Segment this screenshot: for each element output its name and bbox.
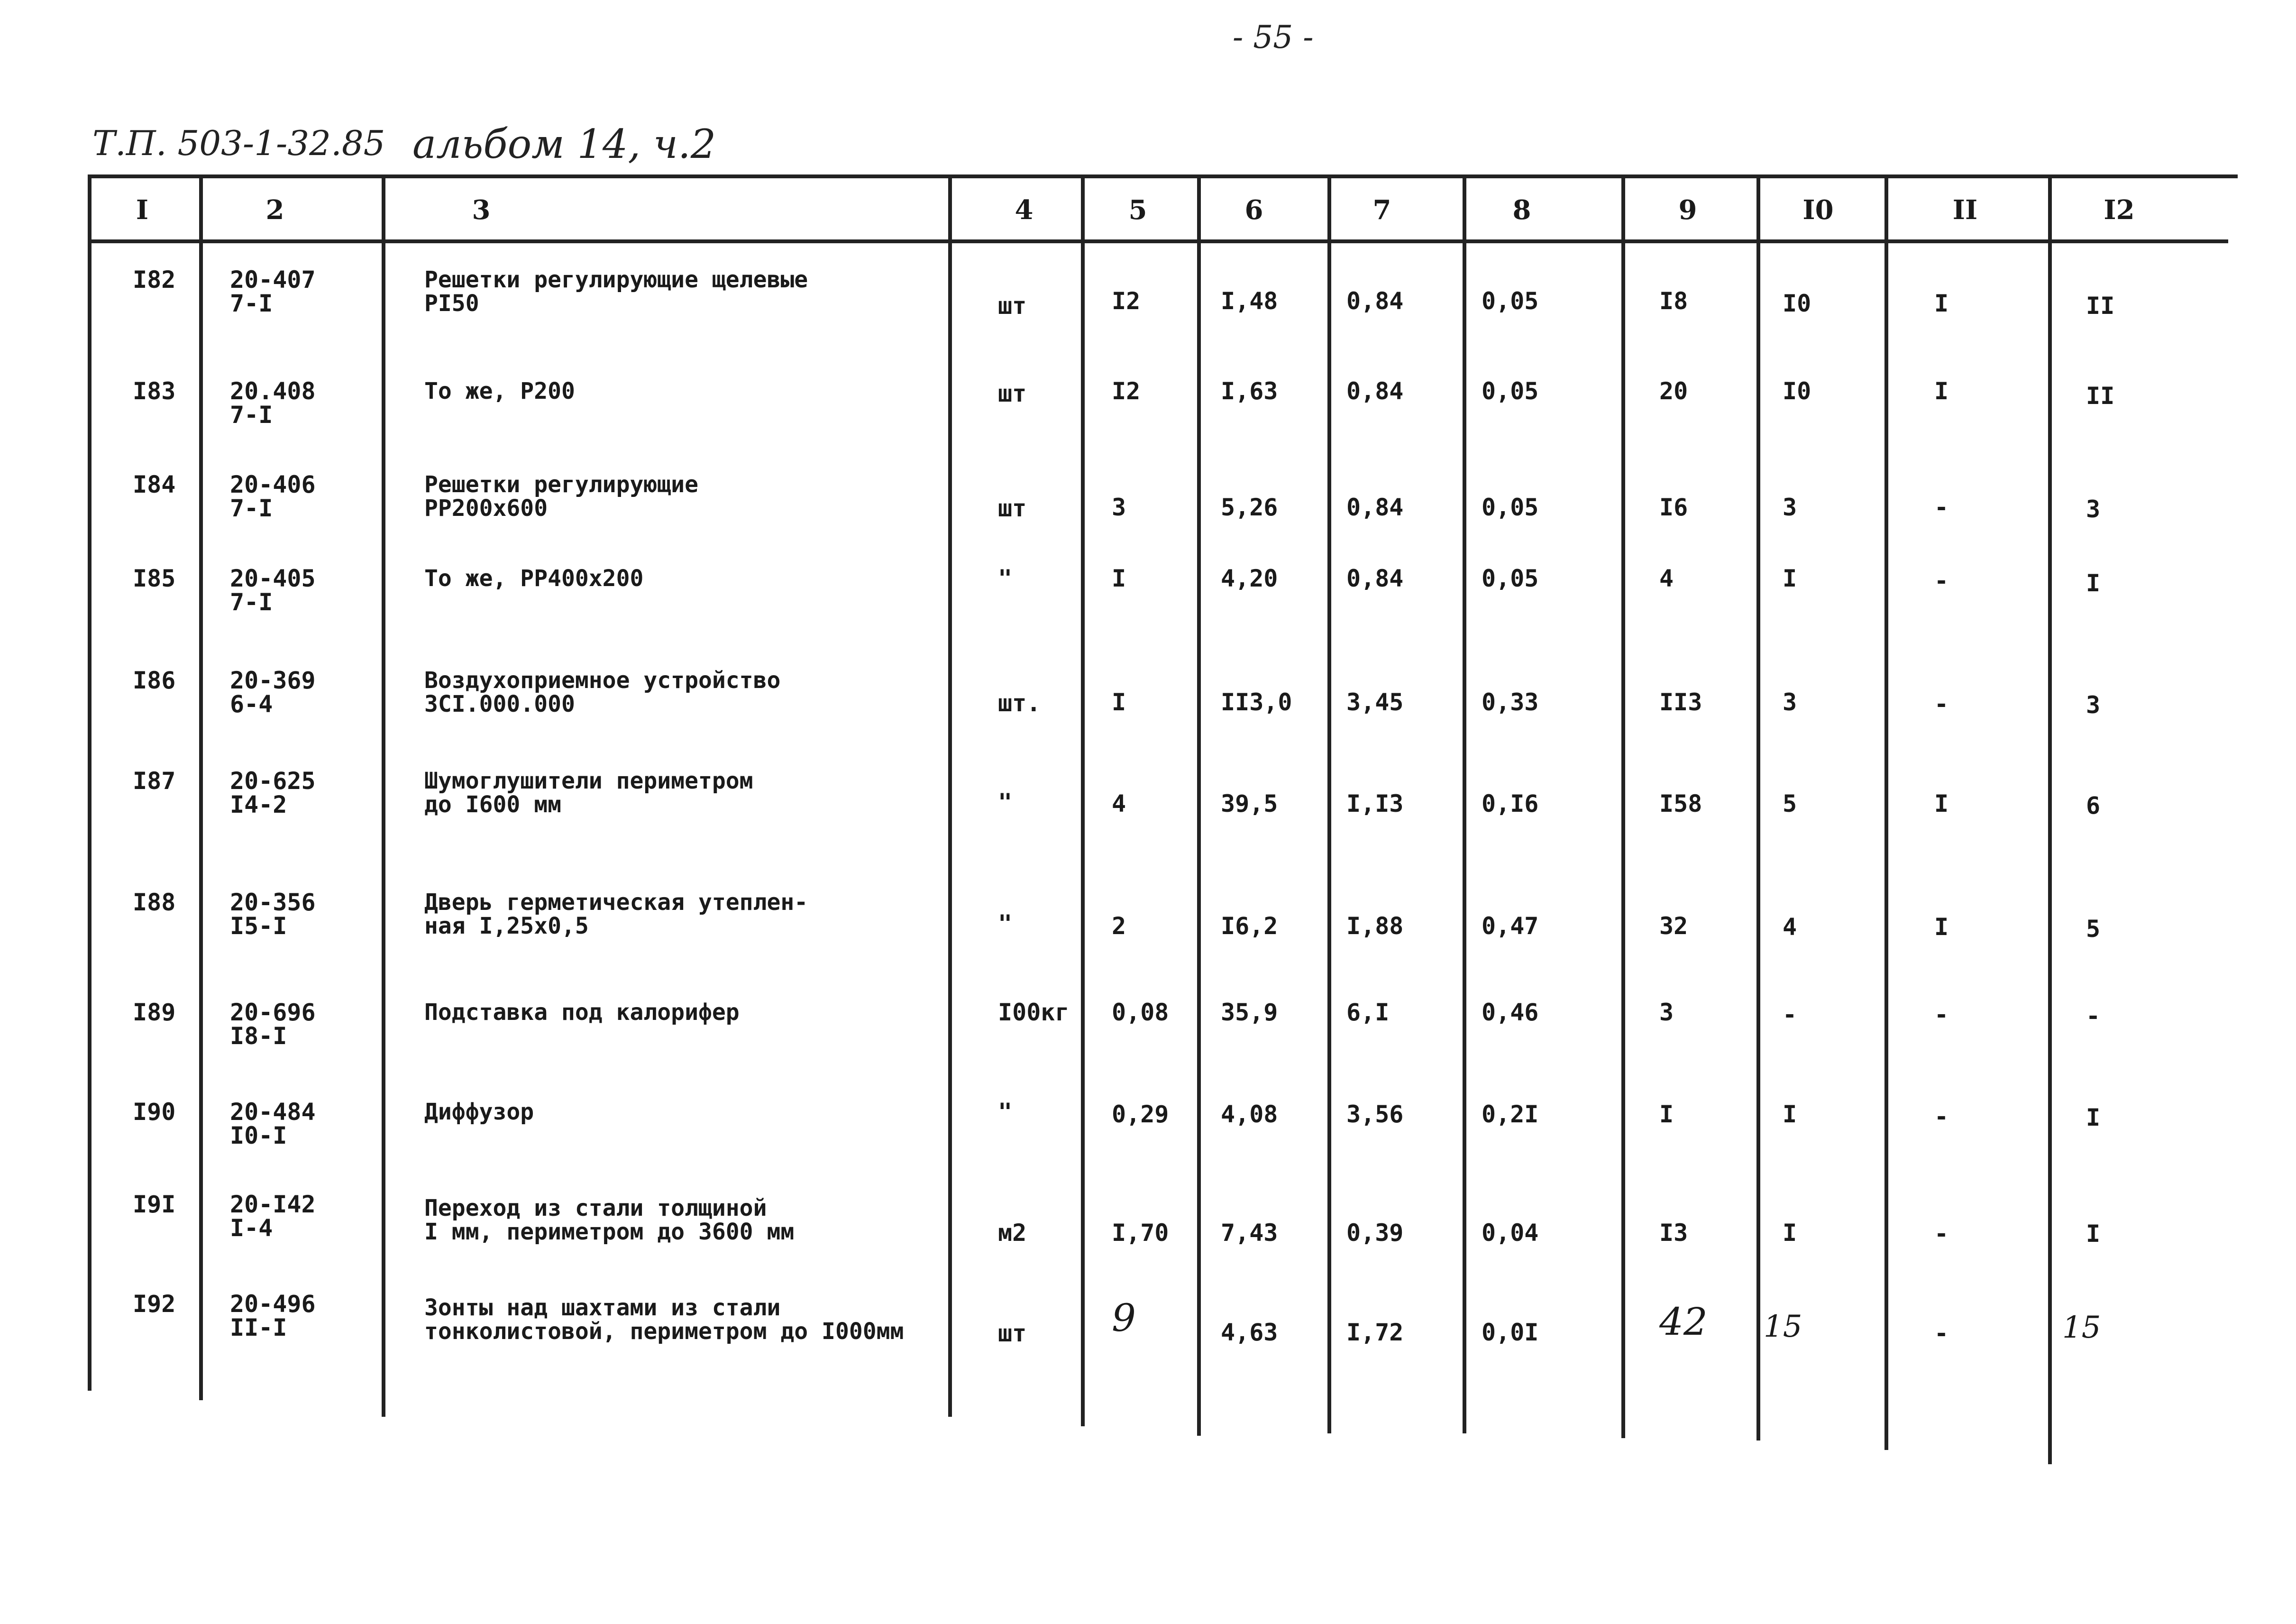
row-value: 0,84: [1346, 494, 1404, 521]
row-number: I85: [133, 565, 176, 592]
row-value: 39,5: [1221, 790, 1278, 817]
row-name: То же, РР400х200: [424, 565, 644, 592]
row-unit: шт.: [998, 689, 1041, 717]
row-value: I,I3: [1346, 790, 1404, 817]
row-value: 0,33: [1482, 688, 1539, 716]
row-value: 4: [1112, 790, 1126, 817]
row-value: 0,84: [1346, 565, 1404, 592]
row-name: Шумоглушители периметром до I600 мм: [424, 768, 753, 818]
row-code: 20.408 7-I: [230, 377, 316, 429]
row-value: I: [1783, 1101, 1797, 1128]
column-header: 2: [265, 194, 284, 226]
column-header: I0: [1802, 194, 1834, 226]
row-value: I,88: [1346, 912, 1404, 940]
row-value: I58: [1659, 790, 1702, 817]
row-value: I,72: [1346, 1319, 1404, 1346]
row-value: 0,05: [1482, 377, 1539, 405]
column-header: 5: [1128, 194, 1147, 226]
row-unit: шт: [998, 1320, 1027, 1347]
page-number: - 55 -: [1233, 19, 1314, 55]
row-value: -: [2086, 1002, 2101, 1030]
row-name: Диффузор: [424, 1099, 534, 1125]
table-top-rule: [88, 174, 2238, 178]
row-value: 0,05: [1482, 287, 1539, 315]
row-number: I92: [133, 1290, 176, 1318]
row-value: 0,29: [1112, 1101, 1169, 1128]
row-value: 3,45: [1346, 688, 1404, 716]
row-value: 3: [1783, 688, 1797, 716]
row-name: Решетки регулирующие щелевые PI50: [424, 266, 808, 317]
row-value: 0,84: [1346, 287, 1404, 315]
row-value: I: [1112, 688, 1126, 716]
row-value: 3: [2086, 495, 2101, 523]
row-value: I: [1783, 565, 1797, 592]
row-value: 3,56: [1346, 1101, 1404, 1128]
row-value: -: [1934, 1320, 1949, 1347]
row-value: 0,I6: [1482, 790, 1539, 817]
row-number: I90: [133, 1098, 176, 1126]
row-number: I86: [133, 667, 176, 694]
row-value: 0,0I: [1482, 1319, 1539, 1346]
album-reference: альбом 14, ч.2: [412, 121, 716, 167]
column-divider: [1081, 174, 1085, 1426]
row-unit: ": [998, 789, 1013, 816]
row-value: I6: [1659, 494, 1688, 521]
row-unit: м2: [998, 1219, 1027, 1247]
column-divider: [199, 174, 203, 1400]
row-value: -: [1934, 690, 1949, 718]
row-value: 0,05: [1482, 494, 1539, 521]
row-value: 3: [1659, 999, 1674, 1026]
row-name: Переход из стали толщиной I мм, периметром до 3600 мм: [424, 1195, 795, 1245]
row-value: 0,47: [1482, 912, 1539, 940]
column-divider: [382, 174, 385, 1417]
row-code: 20-406 7-I: [230, 471, 316, 522]
column-header: 8: [1512, 194, 1531, 226]
row-value: 6,I: [1346, 999, 1390, 1026]
row-value: I: [1112, 565, 1126, 592]
column-divider: [88, 174, 91, 1391]
row-value: 7,43: [1221, 1219, 1278, 1247]
column-header: 9: [1678, 194, 1697, 226]
row-value: II3: [1659, 688, 1702, 716]
row-value: 4: [1659, 565, 1674, 592]
row-number: I87: [133, 767, 176, 795]
row-value: 3: [1112, 494, 1126, 521]
row-code: 20-I42 I-4: [230, 1191, 316, 1242]
column-header: I2: [2104, 194, 2135, 226]
row-value: 0,08: [1112, 999, 1169, 1026]
row-name: Подставка под калорифер: [424, 999, 740, 1026]
row-value: I: [2086, 569, 2101, 597]
row-unit: ": [998, 910, 1013, 937]
column-divider: [1621, 174, 1625, 1438]
row-unit: шт: [998, 495, 1027, 522]
column-divider: [1327, 174, 1331, 1433]
row-value: 5: [1783, 790, 1797, 817]
row-value: 20: [1659, 377, 1688, 405]
row-value: 15: [2062, 1310, 2101, 1345]
row-value: 0,84: [1346, 377, 1404, 405]
row-value: 0,04: [1482, 1219, 1539, 1247]
row-value: I: [1783, 1219, 1797, 1247]
row-value: 32: [1659, 912, 1688, 940]
row-unit: ": [998, 1098, 1013, 1126]
row-value: 0,39: [1346, 1219, 1404, 1247]
row-value: 9: [1112, 1296, 1136, 1340]
row-number: I84: [133, 471, 176, 498]
row-code: 20-356 I5-I: [230, 889, 316, 940]
row-value: I: [2086, 1104, 2101, 1131]
row-code: 20-407 7-I: [230, 266, 316, 317]
row-value: I: [1934, 377, 1949, 405]
row-value: II: [2086, 292, 2115, 320]
row-value: 6: [2086, 792, 2101, 819]
row-value: 0,46: [1482, 999, 1539, 1026]
row-name: Дверь герметическая утеплен- ная I,25х0,5: [424, 889, 808, 939]
row-code: 20-369 6-4: [230, 667, 316, 718]
row-value: 4: [1783, 913, 1797, 941]
row-name: Решетки регулирующие РР200х600: [424, 471, 698, 522]
row-value: II: [2086, 382, 2115, 410]
row-unit: I00кг: [998, 999, 1070, 1026]
row-value: I: [1934, 290, 1949, 317]
row-number: I88: [133, 889, 176, 916]
row-value: I,63: [1221, 377, 1278, 405]
row-value: I3: [1659, 1219, 1688, 1247]
row-code: 20-405 7-I: [230, 565, 316, 616]
row-value: 35,9: [1221, 999, 1278, 1026]
column-header: I: [136, 194, 149, 226]
column-divider: [1463, 174, 1466, 1433]
column-header: 6: [1244, 194, 1263, 226]
column-divider: [1884, 174, 1888, 1450]
row-value: 2: [1112, 912, 1126, 940]
row-code: 20-496 II-I: [230, 1290, 316, 1341]
row-value: I: [1934, 913, 1949, 941]
column-header: II: [1952, 194, 1978, 226]
row-value: 0,2I: [1482, 1101, 1539, 1128]
row-value: I8: [1659, 287, 1688, 315]
row-value: 5: [2086, 915, 2101, 943]
row-value: I,70: [1112, 1219, 1169, 1247]
column-divider: [1756, 174, 1760, 1440]
column-divider: [1197, 174, 1201, 1436]
row-name: Зонты над шахтами из стали тонколистовой, периметром до I000мм: [424, 1294, 904, 1345]
row-code: 20-696 I8-I: [230, 999, 316, 1050]
row-number: I89: [133, 999, 176, 1026]
row-value: 15: [1764, 1309, 1802, 1344]
row-unit: ": [998, 565, 1013, 592]
row-code: 20-625 I4-2: [230, 767, 316, 818]
row-unit: шт: [998, 292, 1027, 320]
row-value: I,48: [1221, 287, 1278, 315]
column-header: 7: [1372, 194, 1391, 226]
row-value: I0: [1783, 290, 1811, 317]
column-header: 4: [1015, 194, 1034, 226]
row-value: 4,08: [1221, 1101, 1278, 1128]
row-value: 4,63: [1221, 1319, 1278, 1346]
row-value: -: [1934, 1001, 1949, 1028]
row-value: I: [2086, 1220, 2101, 1248]
row-unit: шт: [998, 380, 1027, 407]
row-value: -: [1783, 1001, 1797, 1028]
row-value: 0,05: [1482, 565, 1539, 592]
column-divider: [2048, 174, 2052, 1464]
row-value: -: [1934, 1103, 1949, 1130]
row-number: I83: [133, 377, 176, 405]
row-value: -: [1934, 1220, 1949, 1248]
row-value: I0: [1783, 377, 1811, 405]
column-divider: [948, 174, 952, 1417]
row-value: I: [1659, 1101, 1674, 1128]
row-name: То же, Р200: [424, 378, 575, 404]
column-header: 3: [472, 194, 491, 226]
row-value: 3: [2086, 691, 2101, 719]
row-value: -: [1934, 494, 1949, 521]
row-value: 5,26: [1221, 494, 1278, 521]
row-value: 3: [1783, 494, 1797, 521]
row-number: I82: [133, 266, 176, 294]
row-code: 20-484 I0-I: [230, 1098, 316, 1149]
table-header-rule: [88, 239, 2228, 243]
row-name: Воздухоприемное устройство ЗСI.000.000: [424, 667, 781, 717]
row-value: -: [1934, 567, 1949, 595]
row-number: I9I: [133, 1191, 176, 1218]
row-value: I6,2: [1221, 912, 1278, 940]
row-value: 42: [1659, 1300, 1708, 1344]
row-value: I2: [1112, 377, 1141, 405]
document-code: Т.П. 503-1-32.85: [92, 123, 385, 163]
row-value: I2: [1112, 287, 1141, 315]
row-value: II3,0: [1221, 688, 1292, 716]
row-value: I: [1934, 790, 1949, 817]
row-value: 4,20: [1221, 565, 1278, 592]
